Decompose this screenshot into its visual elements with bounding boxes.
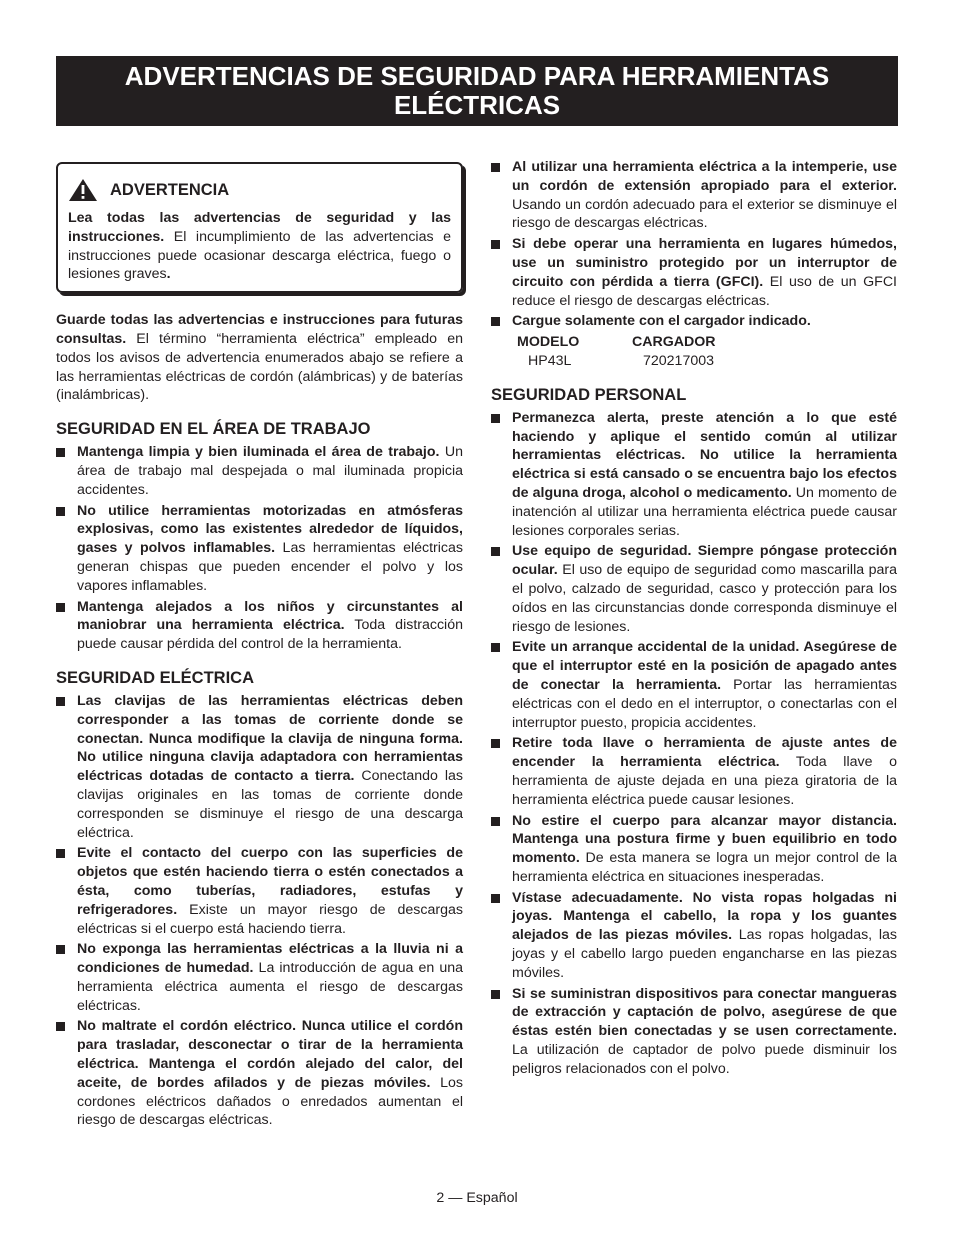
list-item: [56, 940, 463, 1015]
list-item: [491, 158, 897, 233]
intro-paragraph: [56, 311, 463, 405]
list-item: [491, 409, 897, 541]
item-bold: Permanezca alerta, preste atención a lo que esté haciendo y aplique el sentido común al utilizar herramientas eléctricas. No utilice la herramienta eléctrica si está cansado o se encuentra bajo los efectos de alguna droga, alcohol o medicamento.: [512, 409, 897, 501]
item-bold: No utilice herramientas motorizadas en atmósferas explosivas, como las existentes alrededor de líquidos, gases y polvos inflamables.: [77, 502, 463, 557]
item-text: El uso de un GFCI reduce el riesgo de descargas eléctricas.: [512, 273, 898, 309]
item-text: Toda distracción puede causar pérdida del control de la herramienta.: [77, 617, 463, 653]
item-text: Portar las herramientas eléctricas con el dedo en el interruptor, o conectarlas con el interruptor puesto, propicia accidentes.: [512, 676, 897, 731]
section-title-personal: SEGURIDAD PERSONAL: [491, 385, 687, 404]
item-text: Las herramientas eléctricas generan chispas que pueden encender el polvo y los vapores inflamables.: [77, 540, 463, 594]
item-text: De esta manera se logra un mejor control de la herramienta eléctrica en situaciones inesperadas.: [512, 850, 897, 885]
item-bold: Evite un arranque accidental de la unidad. Asegúrese de que el interruptor esté en la posición de apagado antes de conectar la herramienta.: [512, 639, 897, 693]
item-bold: Vístase adecuadamente. No vista ropas holgadas ni joyas. Mantenga el cabello, la ropa y los guantes alejados de las piezas móviles.: [512, 889, 897, 944]
electrical-list: [56, 692, 463, 1130]
item-bold: No maltrate el cordón eléctrico. Nunca utilice el cordón para trasladar, desconectar o tirar de la herramienta eléctrica. Mantenga el cordón alejado del calor, del aceite, de bordes afilados y de piezas móviles.: [77, 1018, 463, 1091]
item-bold: No exponga las herramientas eléctricas a la lluvia ni a condiciones de humedad.: [77, 941, 463, 977]
item-bold: Las clavijas de las herramientas eléctricas deben corresponder a las tomas de corriente donde se conectan. Nunca modifique la clavija de ninguna forma. No utilice ninguna clavija adaptadora con herramientas eléctricas dotadas de contacto a tierra.: [77, 692, 463, 785]
warning-text-normal: El incumplimiento de las advertencias e instrucciones puede ocasionar descarga eléctrica, fuego o lesiones graves: [68, 228, 451, 283]
item-bold: Si debe operar una herramienta en lugares húmedos, use un suministro protegido por un interruptor de circuito con pérdida a tierra (GFCI).: [512, 236, 897, 290]
warning-header: [68, 178, 451, 202]
item-text: Un momento de inatención al utilizar una herramienta eléctrica puede causar lesiones corporales serias.: [512, 484, 897, 539]
page-title-line1: ADVERTENCIAS DE SEGURIDAD PARA HERRAMIENTAS: [124, 61, 830, 91]
personal-list: [491, 409, 897, 1079]
item-text: Un área de trabajo mal despejada o mal iluminada propicia accidentes.: [77, 444, 463, 498]
warning-title: ADVERTENCIA: [110, 180, 230, 199]
section-title-work-area: SEGURIDAD EN EL ÁREA DE TRABAJO: [56, 420, 371, 439]
list-item: [491, 638, 897, 732]
item-text: Las ropas holgadas, las joyas y el cabello largo pueden engancharse en las piezas móviles.: [512, 927, 897, 981]
list-item: [56, 443, 463, 499]
warning-text: [68, 209, 451, 284]
list-item: [56, 844, 463, 938]
item-text: Existe un mayor riesgo de descargas eléctricas si el cuerpo está haciendo tierra.: [77, 901, 463, 937]
intro-text: El término “herramienta eléctrica” empleado en todos los avisos de advertencia enumerados abajo se refiere a las herramientas eléctricas de cordón (alámbricas) y de baterías (inalámbricas).: [56, 330, 463, 404]
list-item: [491, 985, 897, 1079]
electrical-list-continued: [491, 158, 897, 331]
item-text: La introducción de agua en una herramienta eléctrica aumenta el riesgo de descargas eléctricas.: [77, 960, 463, 1014]
warning-text-end: .: [166, 266, 171, 283]
item-bold: Retire toda llave o herramienta de ajuste antes de encender la herramienta eléctrica.: [512, 735, 897, 771]
warning-text-bold: Lea todas las advertencias de seguridad y las instrucciones.: [68, 210, 451, 245]
page-footer: 2 — Español: [436, 1190, 518, 1206]
charger-table-header-charger: CARGADOR: [632, 334, 716, 351]
list-item: [56, 502, 463, 596]
page-title-line2: ELÉCTRICAS: [393, 90, 561, 120]
charger-table-charger: 720217003: [643, 352, 715, 369]
page-title-banner: [56, 56, 898, 126]
list-item: [491, 312, 897, 331]
item-text: Usando un cordón adecuado para el exterior se disminuye el riesgo de descargas eléctricas.: [512, 196, 897, 232]
warning-box: [56, 162, 463, 293]
item-bold: Mantenga limpia y bien iluminada el área de trabajo.: [77, 444, 440, 461]
list-item: [56, 1017, 463, 1130]
left-column: [56, 158, 463, 1132]
list-item: [491, 542, 897, 636]
item-bold: Mantenga alejados a los niños y circunstantes al maniobrar una herramienta eléctrica.: [77, 598, 463, 634]
item-bold: No estire el cuerpo para alcanzar mayor distancia. Mantenga una postura firme y buen equilibrio en todo momento.: [512, 812, 897, 867]
work-area-list: [56, 443, 463, 654]
item-bold: Evite el contacto del cuerpo con las superficies de objetos que estén haciendo tierra o estén conectados a ésta, como tuberías, radiadores, estufas y refrigeradores.: [77, 845, 463, 918]
item-bold: Si se suministran dispositivos para conectar mangueras de extracción y captación de polvo, asegúrese de que éstas estén bien conectadas y se usen correctamente.: [512, 985, 897, 1040]
intro-bold: Guarde todas las advertencias e instrucciones para futuras consultas.: [56, 312, 463, 347]
right-column: [491, 158, 897, 1081]
list-item: [56, 598, 463, 654]
item-text: El uso de equipo de seguridad como mascarilla para el polvo, calzado de seguridad, casco y protección para los oídos en las circunstancias donde corresponda disminuye el riesgo de lesiones.: [512, 562, 897, 635]
list-item: [491, 734, 897, 809]
warning-triangle-icon: [68, 178, 98, 202]
list-item: [491, 889, 897, 983]
section-title-electrical: SEGURIDAD ELÉCTRICA: [56, 668, 255, 687]
list-item: [491, 235, 897, 310]
charger-table: [491, 333, 897, 371]
list-item: [491, 812, 897, 887]
charger-table-header-model: MODELO: [517, 334, 580, 351]
charger-table-model: HP43L: [528, 352, 572, 369]
list-item: [56, 692, 463, 842]
item-text: Toda llave o herramienta de ajuste dejada en una pieza giratoria de la herramienta eléctrica puede causar lesiones.: [512, 754, 898, 808]
item-text: Conectando las clavijas originales en las tomas de corriente donde corresponden se disminuye el riesgo de una descarga eléctrica.: [77, 768, 463, 841]
item-text: La utilización de captador de polvo puede disminuir los peligros relacionados con el polvo.: [512, 1042, 897, 1077]
item-bold: Use equipo de seguridad. Siempre póngase protección ocular.: [512, 543, 897, 579]
item-bold: Cargue solamente con el cargador indicado.: [512, 313, 811, 330]
item-text: Los cordones eléctricos dañados o enredados aumentan el riesgo de descargas eléctricas.: [77, 1074, 463, 1129]
item-bold: Al utilizar una herramienta eléctrica a la intemperie, use un cordón de extensión apropiado para el exterior.: [512, 159, 897, 194]
